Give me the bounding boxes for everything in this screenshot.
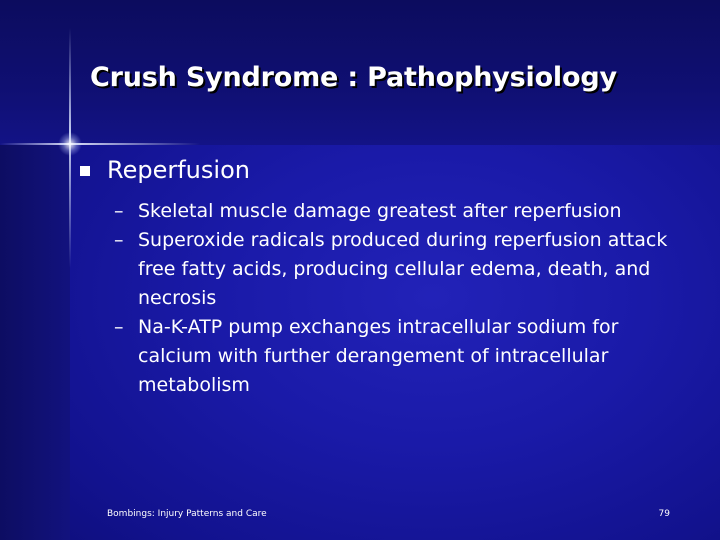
bullet-text: Reperfusion — [107, 156, 250, 184]
sub-bullet-item — [114, 226, 720, 313]
sparkle-glow — [58, 132, 82, 156]
dash-marker: – — [114, 229, 124, 251]
sub-bullet-line: calcium with further derangement of intracellular — [138, 345, 609, 367]
slide-title: Crush Syndrome : Pathophysiology — [90, 62, 617, 93]
page-number: 79 — [658, 509, 670, 519]
sub-bullet-list — [114, 197, 720, 400]
left-band — [0, 145, 70, 540]
sub-bullet-line: Skeletal muscle damage greatest after reperfusion — [138, 200, 622, 222]
bullet-item — [80, 156, 250, 184]
square-bullet-icon — [80, 166, 90, 176]
sparkle-ray — [0, 143, 200, 145]
footer-source: Bombings: Injury Patterns and Care — [107, 509, 267, 519]
sub-bullet-line: necrosis — [138, 287, 217, 309]
sub-bullet-item — [114, 313, 720, 400]
sub-bullet-item — [114, 197, 720, 226]
dash-marker: – — [114, 200, 124, 222]
sub-bullet-line: Superoxide radicals produced during reperfusion attack — [138, 229, 668, 251]
sub-bullet-line: Na-K-ATP pump exchanges intracellular sodium for — [138, 316, 619, 338]
sub-bullet-line: free fatty acids, producing cellular edema, death, and — [138, 258, 651, 280]
dash-marker: – — [114, 316, 124, 338]
sub-bullet-line: metabolism — [138, 374, 250, 396]
